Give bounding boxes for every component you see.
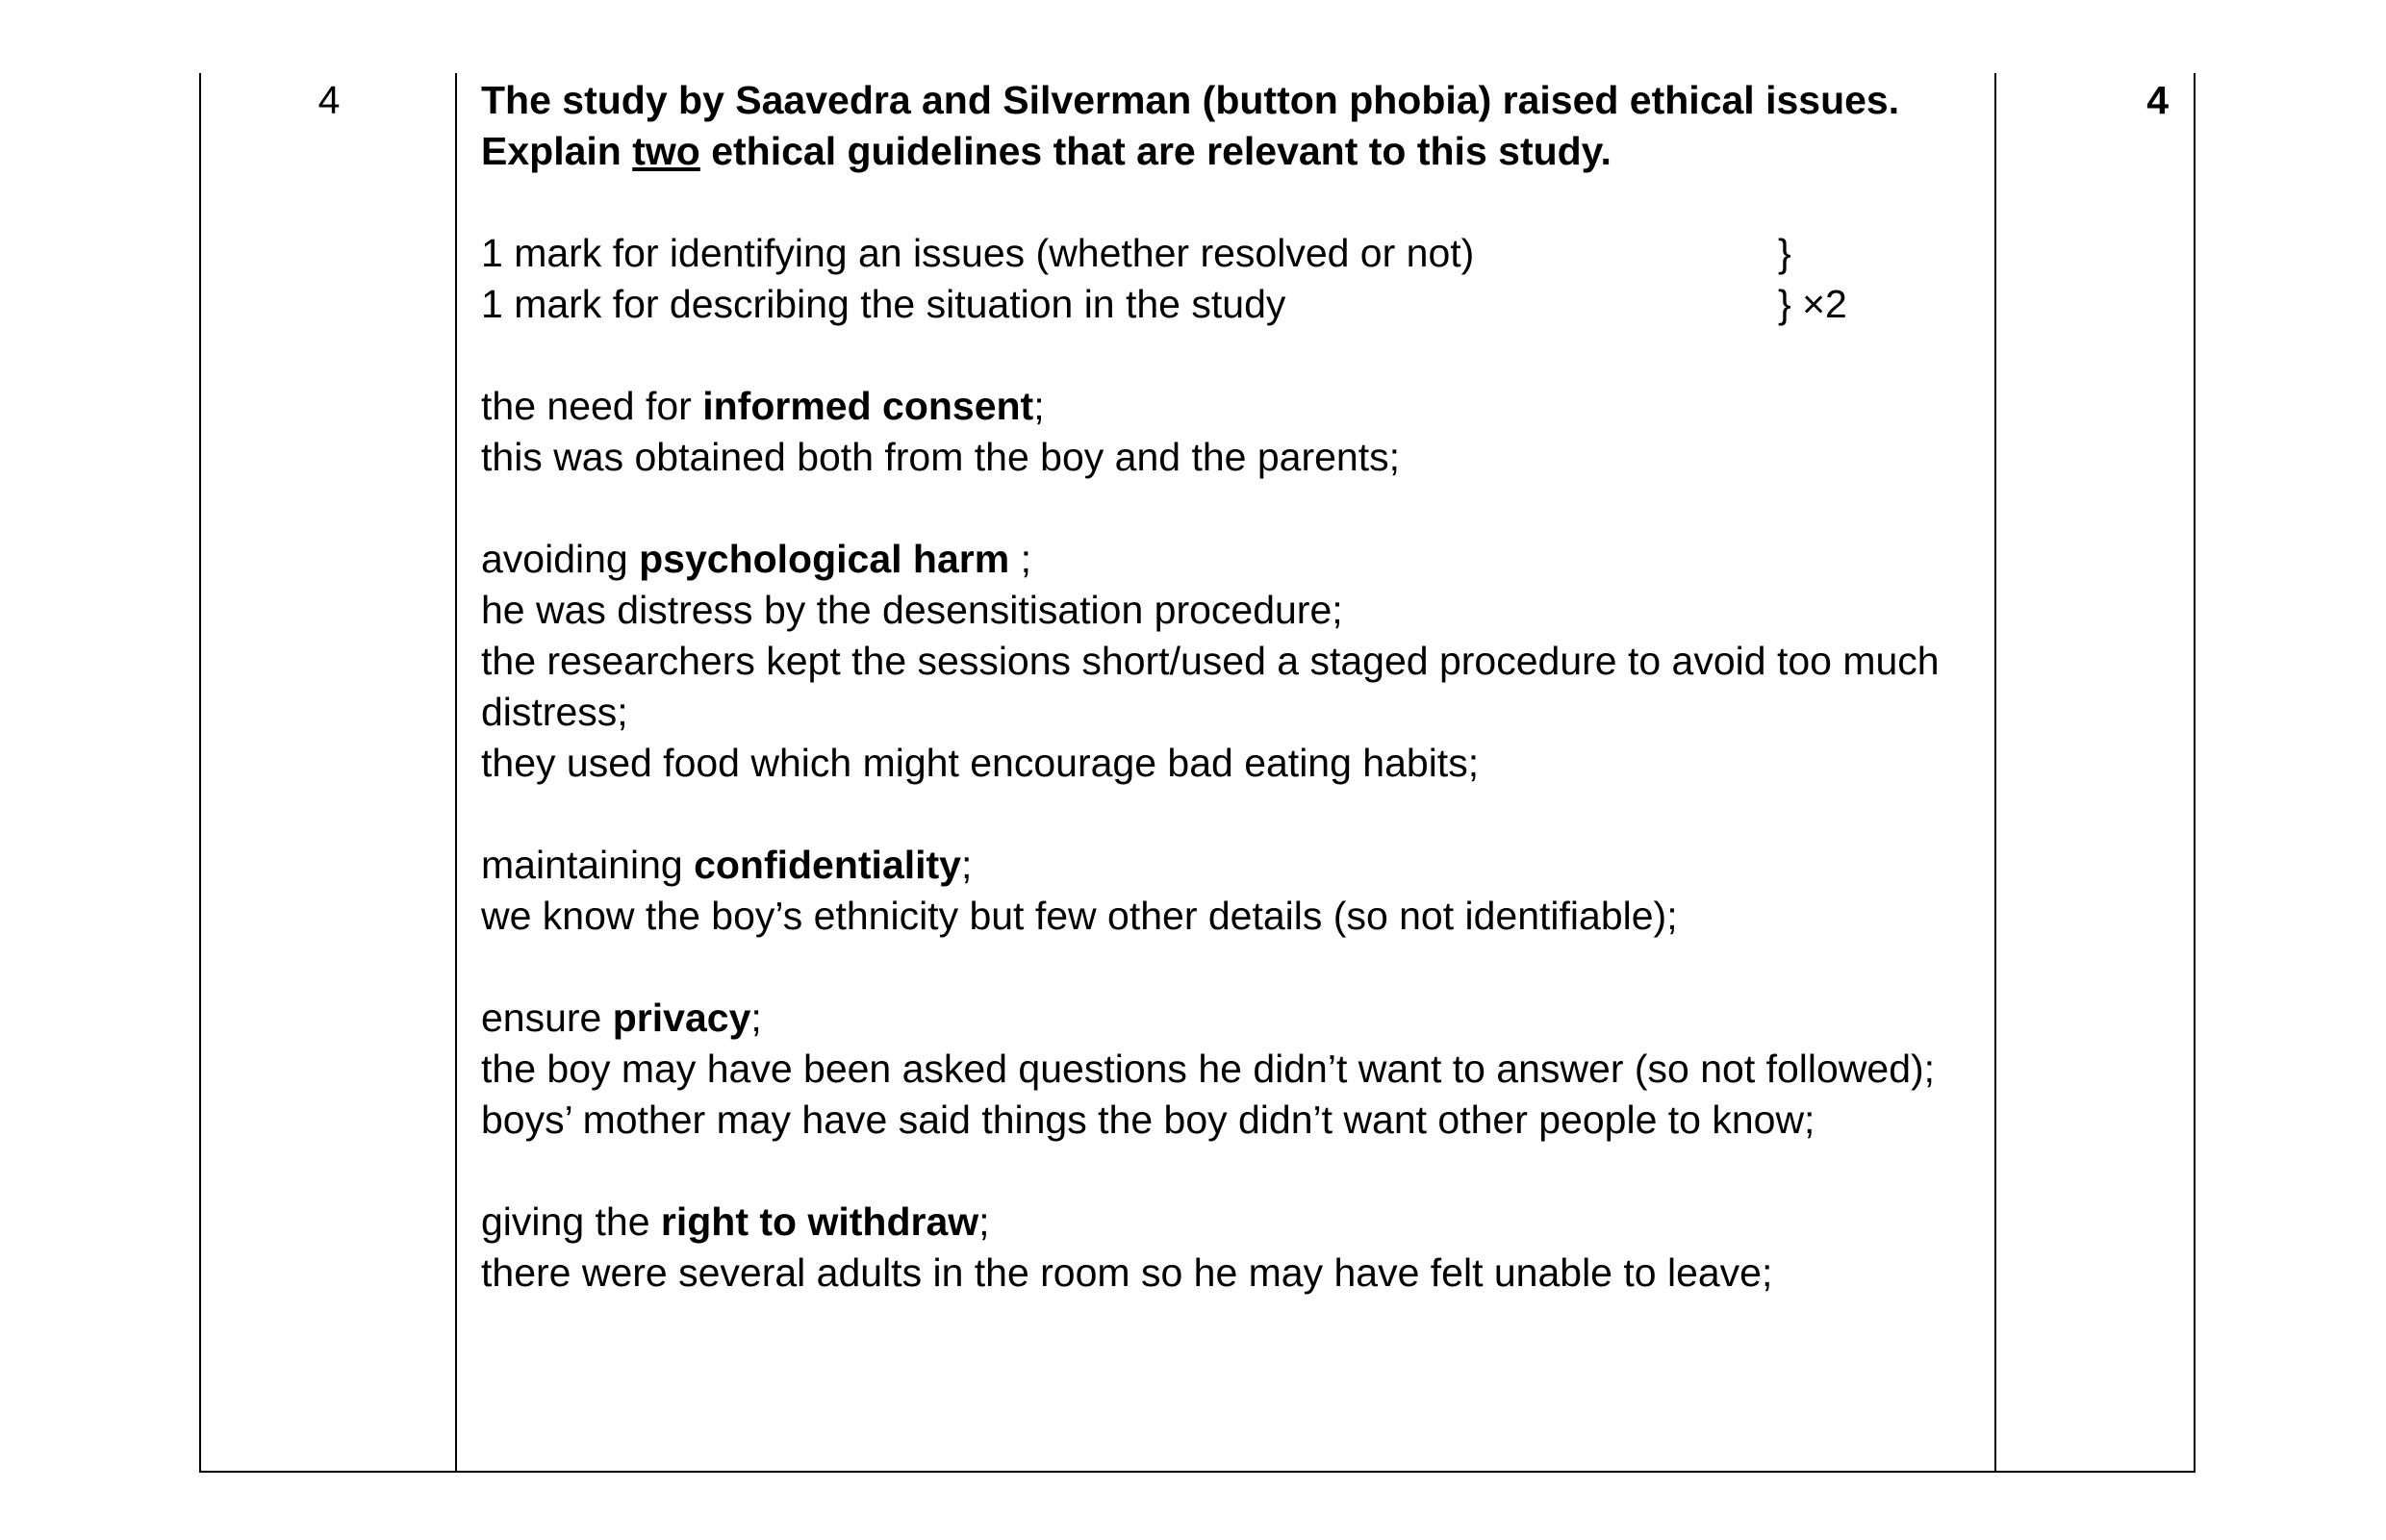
question-number: 4 xyxy=(317,78,341,122)
mark-allocation-text-1: 1 mark for identifying an issues (whether resolved or not) xyxy=(481,231,1475,275)
marks-column xyxy=(1996,73,2194,1471)
guideline-term: privacy xyxy=(612,996,751,1040)
answer-content xyxy=(481,75,1982,1299)
prompt-line-2-start: Explain xyxy=(481,129,633,173)
guideline-intro: maintaining xyxy=(481,843,695,887)
mark-allocation-brace-1: } xyxy=(1778,231,1791,275)
mark-allocation-row-2 xyxy=(481,279,1982,330)
guideline-psychological-harm xyxy=(481,534,1982,789)
guideline-intro: ensure xyxy=(481,996,613,1040)
guideline-detail: we know the boy’s ethnicity but few other details (so not identifiable); xyxy=(481,894,1678,938)
guideline-intro: giving the xyxy=(481,1199,661,1244)
mark-scheme-table xyxy=(199,73,2196,1473)
guideline-term: informed consent xyxy=(702,384,1034,428)
mark-allocation-row-1 xyxy=(481,228,1982,279)
guideline-term: right to withdraw xyxy=(660,1199,979,1244)
guideline-right-to-withdraw xyxy=(481,1197,1982,1299)
guideline-intro: the need for xyxy=(481,384,703,428)
guideline-punct: ; xyxy=(961,843,973,887)
guideline-detail: he was distress by the desensitisation procedure; xyxy=(481,588,1343,632)
question-number-column xyxy=(201,73,457,1471)
question-prompt xyxy=(481,75,1982,177)
guideline-punct: ; xyxy=(1009,537,1031,581)
guideline-confidentiality xyxy=(481,840,1982,942)
guideline-term: psychological harm xyxy=(639,537,1010,581)
guideline-term: confidentiality xyxy=(694,843,961,887)
guideline-privacy xyxy=(481,993,1982,1146)
guideline-detail: the boy may have been asked questions he didn’t want to answer (so not followed); xyxy=(481,1047,1936,1091)
guideline-punct: ; xyxy=(1033,384,1045,428)
guideline-detail: boys’ mother may have said things the boy didn’t want other people to know; xyxy=(481,1098,1815,1142)
prompt-line-1: The study by Saavedra and Silverman (button phobia) raised ethical issues. xyxy=(481,78,1900,122)
guideline-detail: there were several adults in the room so he may have felt unable to leave; xyxy=(481,1250,1773,1295)
guideline-detail: they used food which might encourage bad eating habits; xyxy=(481,741,1480,785)
guideline-punct: ; xyxy=(750,996,762,1040)
prompt-line-2-end: ethical guidelines that are relevant to this study. xyxy=(699,129,1612,173)
guideline-intro: avoiding xyxy=(481,537,640,581)
mark-allocation-brace-2: } ×2 xyxy=(1778,282,1847,326)
guideline-informed-consent xyxy=(481,381,1982,483)
prompt-emphasis-two: two xyxy=(632,129,700,173)
guideline-detail: this was obtained both from the boy and the parents; xyxy=(481,435,1400,479)
mark-allocation-text-2: 1 mark for describing the situation in the study xyxy=(481,282,1286,326)
guideline-detail: the researchers kept the sessions short/used a staged procedure to avoid too much distress; xyxy=(481,639,1940,734)
marks-value: 4 xyxy=(2146,78,2169,122)
guideline-punct: ; xyxy=(978,1199,990,1244)
